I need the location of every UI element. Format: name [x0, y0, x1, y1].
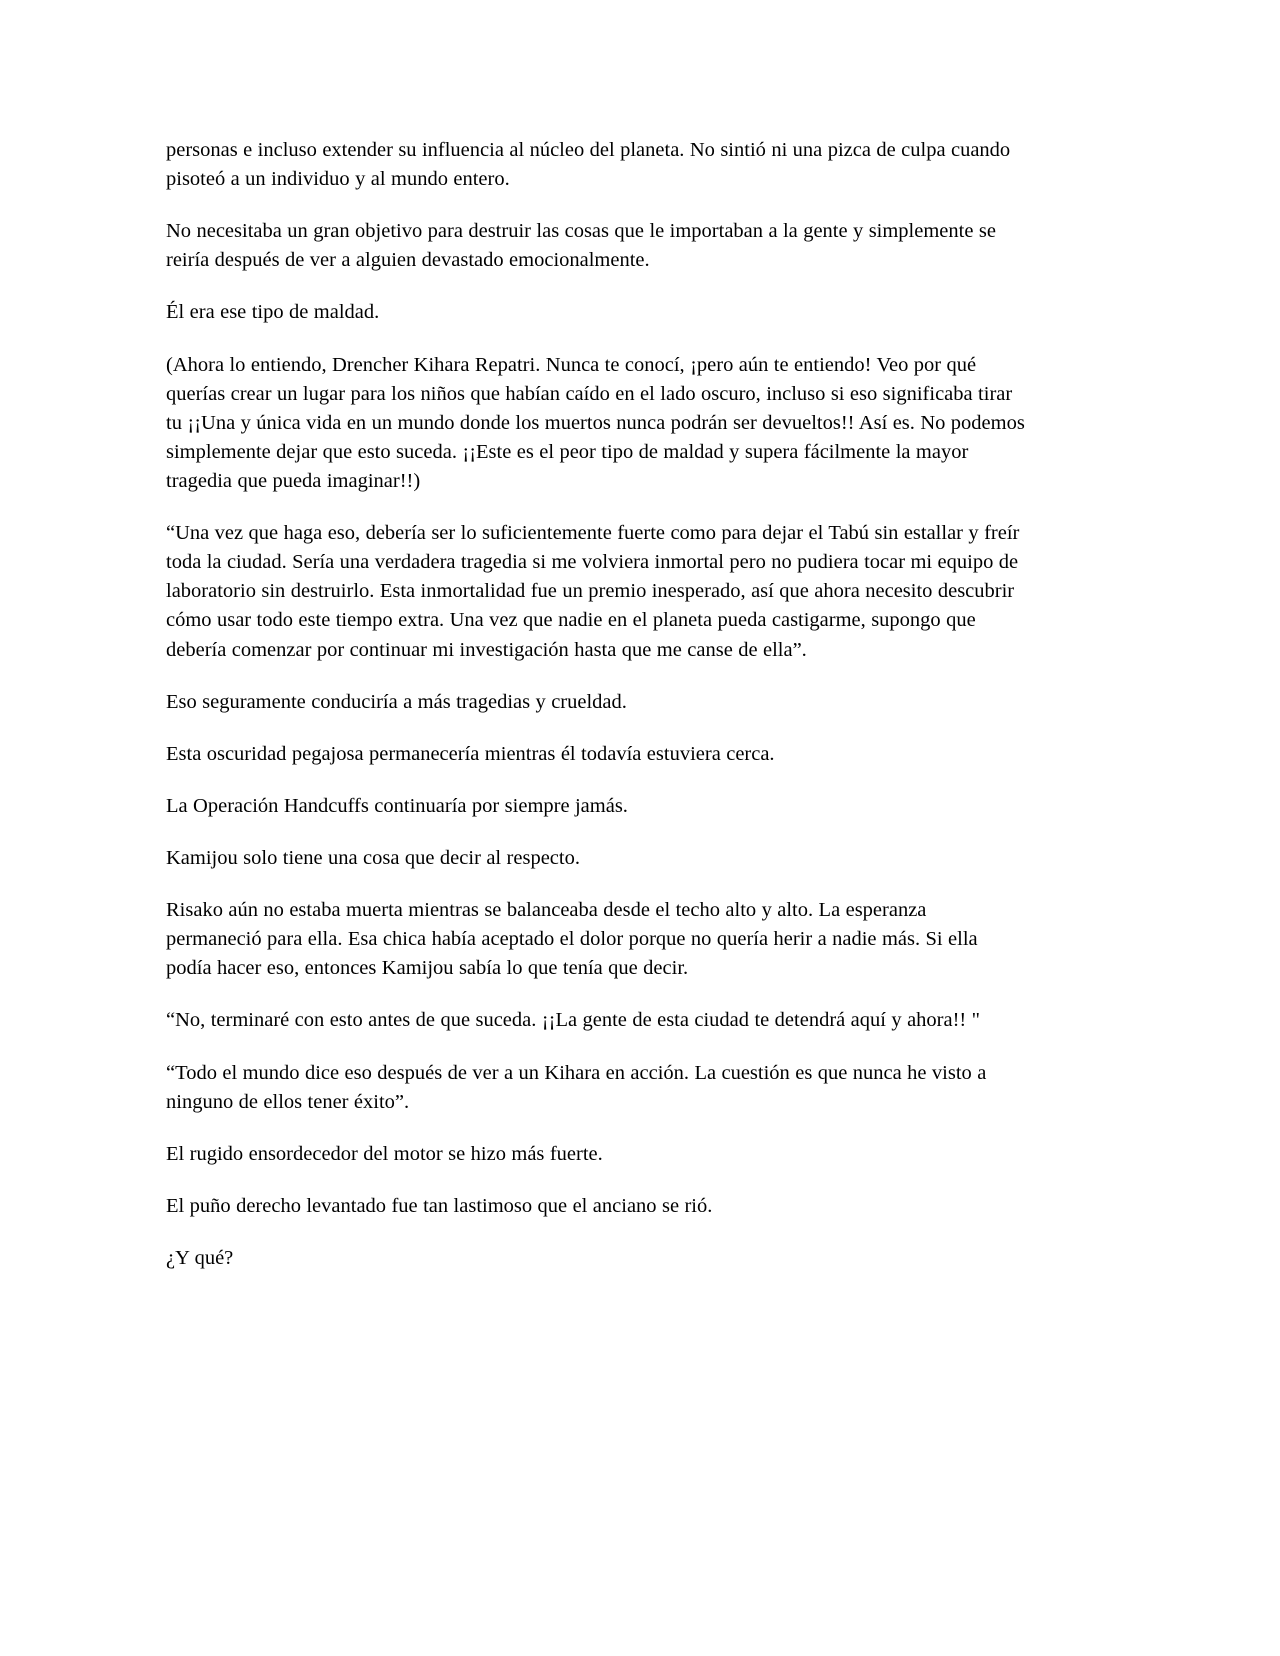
paragraph: El puño derecho levantado fue tan lastimoso que el anciano se rió.	[166, 1194, 713, 1217]
paragraph: “Todo el mundo dice eso después de ver a un Kihara en acción. La cuestión es que nunca he visto a ninguno de ellos tener éxito”.	[166, 1061, 987, 1113]
paragraph: personas e incluso extender su influencia al núcleo del planeta. No sintió ni una pizca de culpa cuando pisoteó a un individuo y al mundo entero.	[166, 139, 1011, 191]
document-body	[166, 136, 1026, 1273]
paragraph: Esta oscuridad pegajosa permanecería mientras él todavía estuviera cerca.	[166, 742, 775, 765]
paragraph: No necesitaba un gran objetivo para destruir las cosas que le importaban a la gente y simplemente se reiría después de ver a alguien devastado emocionalmente.	[166, 220, 996, 272]
paragraph: Él era ese tipo de maldad.	[166, 301, 380, 324]
paragraph: Kamijou solo tiene una cosa que decir al respecto.	[166, 846, 580, 869]
paragraph: “No, terminaré con esto antes de que suceda. ¡¡La gente de esta ciudad te detendrá aquí y ahora!! "	[166, 1009, 981, 1032]
paragraph: Risako aún no estaba muerta mientras se balanceaba desde el techo alto y alto. La esperanza permaneció para ella. Esa chica había aceptado el dolor porque no quería herir a nadie más. Si ella podía hacer eso, entonces Kamijou sabía lo que tenía que decir.	[166, 899, 978, 980]
paragraph: (Ahora lo entiendo, Drencher Kihara Repatri. Nunca te conocí, ¡pero aún te entiendo! Veo por qué querías crear un lugar para los niños que habían caído en el lado oscuro, incluso si eso significaba tirar tu ¡¡Una y única vida en un mundo donde los muertos nunca podrán ser devueltos!! Así es. No podemos simplemente dejar que esto suceda. ¡¡Este es el peor tipo de maldad y supera fácilmente la mayor tragedia que pueda imaginar!!)	[166, 353, 1025, 492]
paragraph: La Operación Handcuffs continuaría por siempre jamás.	[166, 794, 628, 817]
paragraph: Eso seguramente conduciría a más tragedias y crueldad.	[166, 690, 627, 713]
paragraph: “Una vez que haga eso, debería ser lo suficientemente fuerte como para dejar el Tabú sin estallar y freír toda la ciudad. Sería una verdadera tragedia si me volviera inmortal pero no pudiera tocar mi equipo de laboratorio sin destruirlo. Esta inmortalidad fue un premio inesperado, así que ahora necesito descubrir cómo usar todo este tiempo extra. Una vez que nadie en el planeta pueda castigarme, supongo que debería comenzar por continuar mi investigación hasta que me canse de ella”.	[166, 522, 1020, 661]
paragraph: El rugido ensordecedor del motor se hizo más fuerte.	[166, 1142, 603, 1165]
paragraph: ¿Y qué?	[166, 1246, 234, 1269]
